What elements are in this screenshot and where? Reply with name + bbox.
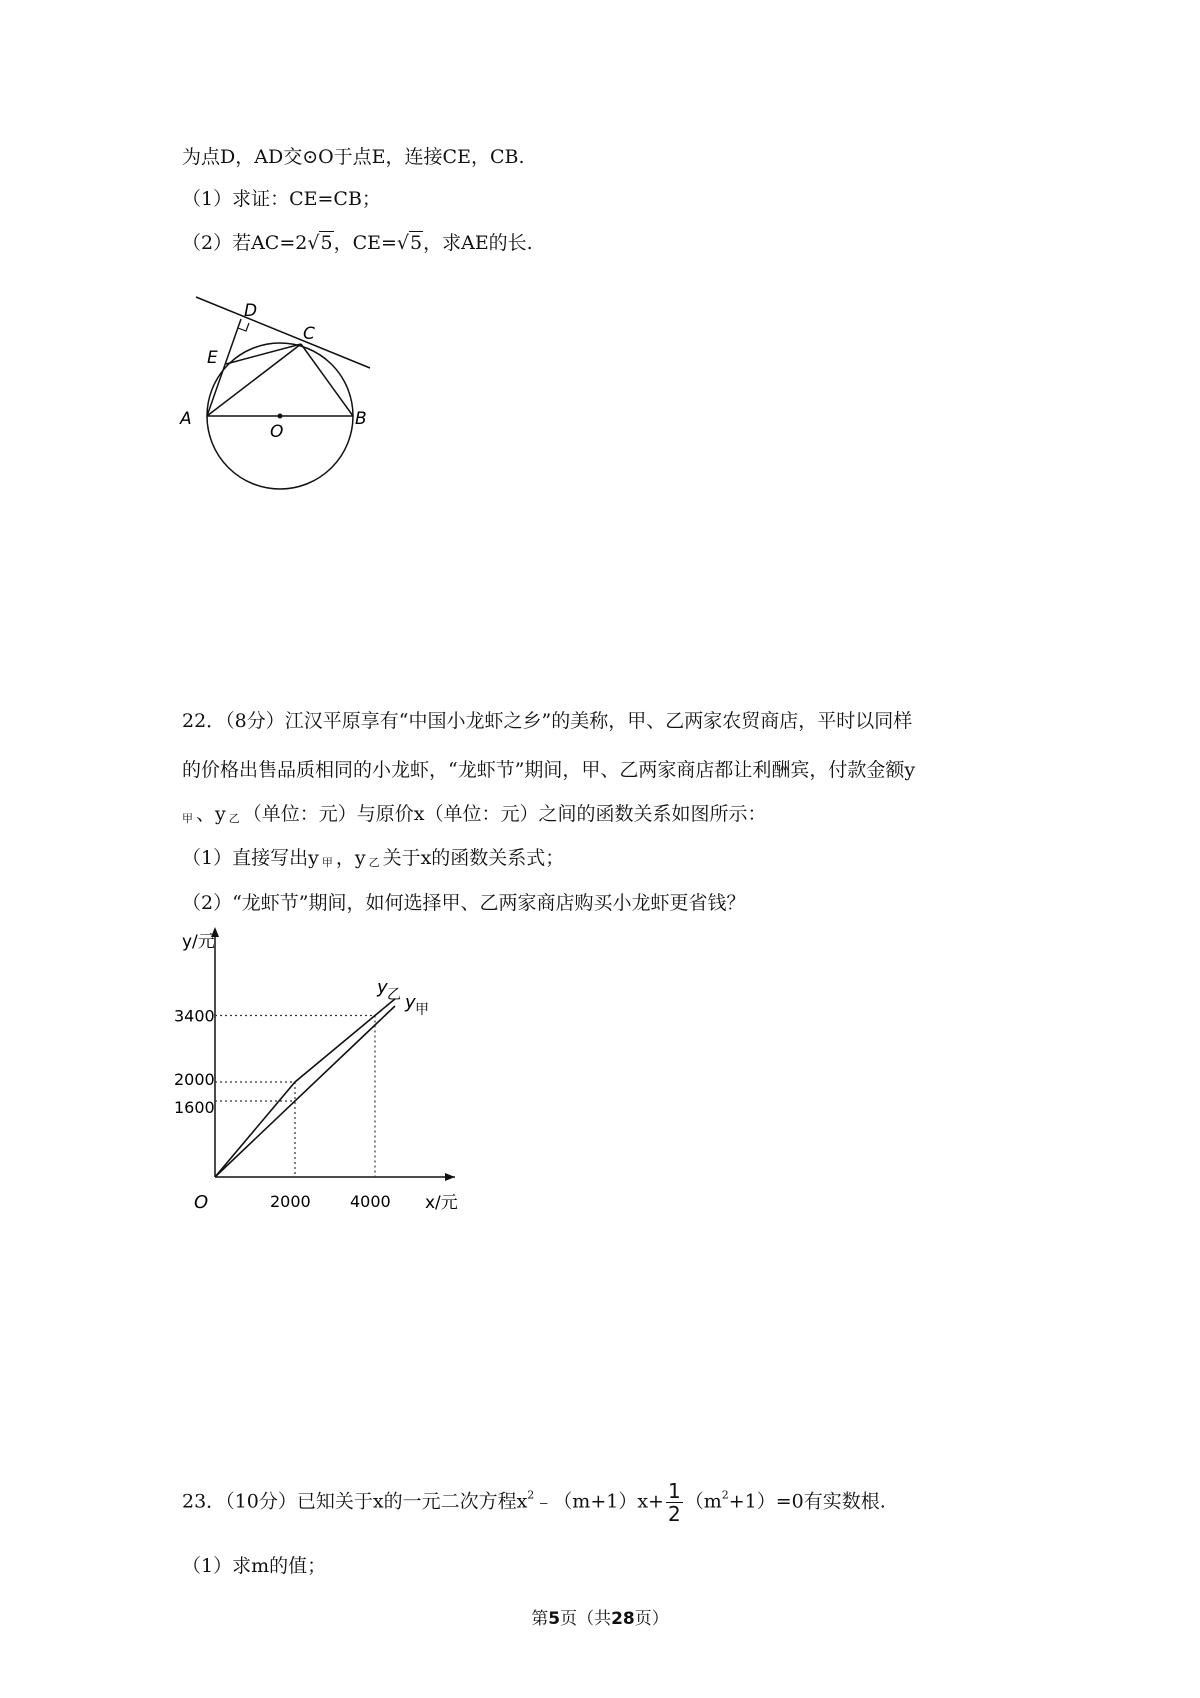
- series-label-sub-yi: 乙: [387, 986, 401, 1003]
- q22-part2: （2）“龙虾节”期间，如何选择甲、乙两家商店购买小龙虾更省钱？: [182, 892, 746, 914]
- segment-ac: [207, 344, 301, 416]
- origin-label: O: [194, 1192, 209, 1213]
- sub-jia: 甲: [182, 812, 193, 825]
- q21-part1: （1）求证：CE=CB；: [182, 188, 381, 210]
- q21-part2-c: ，求AE的长.: [423, 232, 533, 254]
- sub-yi: 乙: [228, 812, 240, 825]
- y-tick-3400: 3400: [174, 1006, 215, 1026]
- label-o: O: [270, 422, 284, 442]
- y-axis-label: y/元: [182, 932, 215, 952]
- center-dot: [278, 414, 283, 419]
- function-graph: [174, 925, 510, 1225]
- segment-ec: [226, 344, 301, 364]
- x-tick-2000: 2000: [270, 1192, 311, 1211]
- q21-text-line1: 为点D，AD交⊙O于点E，连接CE，CB.: [182, 146, 525, 168]
- x-axis-arrow-icon: [445, 1173, 455, 1181]
- y-tick-2000: 2000: [174, 1070, 215, 1089]
- q21-part2: [182, 230, 533, 256]
- y-tick-1600: 1600: [174, 1098, 215, 1117]
- series-label-sub-jia: 甲: [415, 1002, 429, 1018]
- q22-part1: （1）直接写出y 甲 ，y 乙 关于x的函数关系式；: [182, 847, 565, 869]
- page-total: 28: [611, 1609, 635, 1629]
- sqrt-5-a: √5: [307, 232, 333, 254]
- segment-cb: [301, 344, 353, 416]
- circle-figure: [175, 290, 375, 500]
- series-label-jia: y: [405, 992, 416, 1013]
- q22-text-line1: 22．（8分）江汉平原享有“中国小龙虾之乡”的美称，甲、乙两家农贸商店，平时以同样: [182, 710, 913, 732]
- series-line-jia: [215, 1006, 395, 1177]
- q22-text-line3: 甲 、y 乙 （单位：元）与原价x（单位：元）之间的函数关系如图所示：: [182, 803, 767, 825]
- sqrt-5-b: √5: [396, 232, 423, 254]
- label-d: D: [244, 301, 258, 321]
- series-label-yi: y: [377, 976, 388, 998]
- q21-part2-a: （2）若AC=2: [182, 232, 308, 254]
- fraction-one-half: $\frac{1}{2}$: [667, 1479, 681, 1526]
- q23-part1: （1）求m的值；: [182, 1555, 327, 1577]
- q21-part2-b: ，CE=: [333, 232, 397, 254]
- x-axis-label: x/元: [425, 1193, 458, 1213]
- page-footer: 第5页（共28页）: [531, 1609, 669, 1629]
- q22-text-line2: 的价格出售品质相同的小龙虾，“龙虾节”期间，甲、乙两家商店都让利酬宾，付款金额y: [182, 759, 916, 781]
- q23-text-line1: 23．（10分）已知关于x的一元二次方程$x^2﹣(m+1)x+$ $\frac{1}{2}$ $(m^2+1)=0$有实数根.: [182, 1479, 886, 1526]
- x-tick-4000: 4000: [350, 1192, 391, 1211]
- label-c: C: [303, 324, 315, 344]
- page-number: 5: [548, 1609, 561, 1629]
- label-a: A: [180, 409, 192, 429]
- label-b: B: [355, 409, 367, 429]
- label-e: E: [207, 348, 218, 368]
